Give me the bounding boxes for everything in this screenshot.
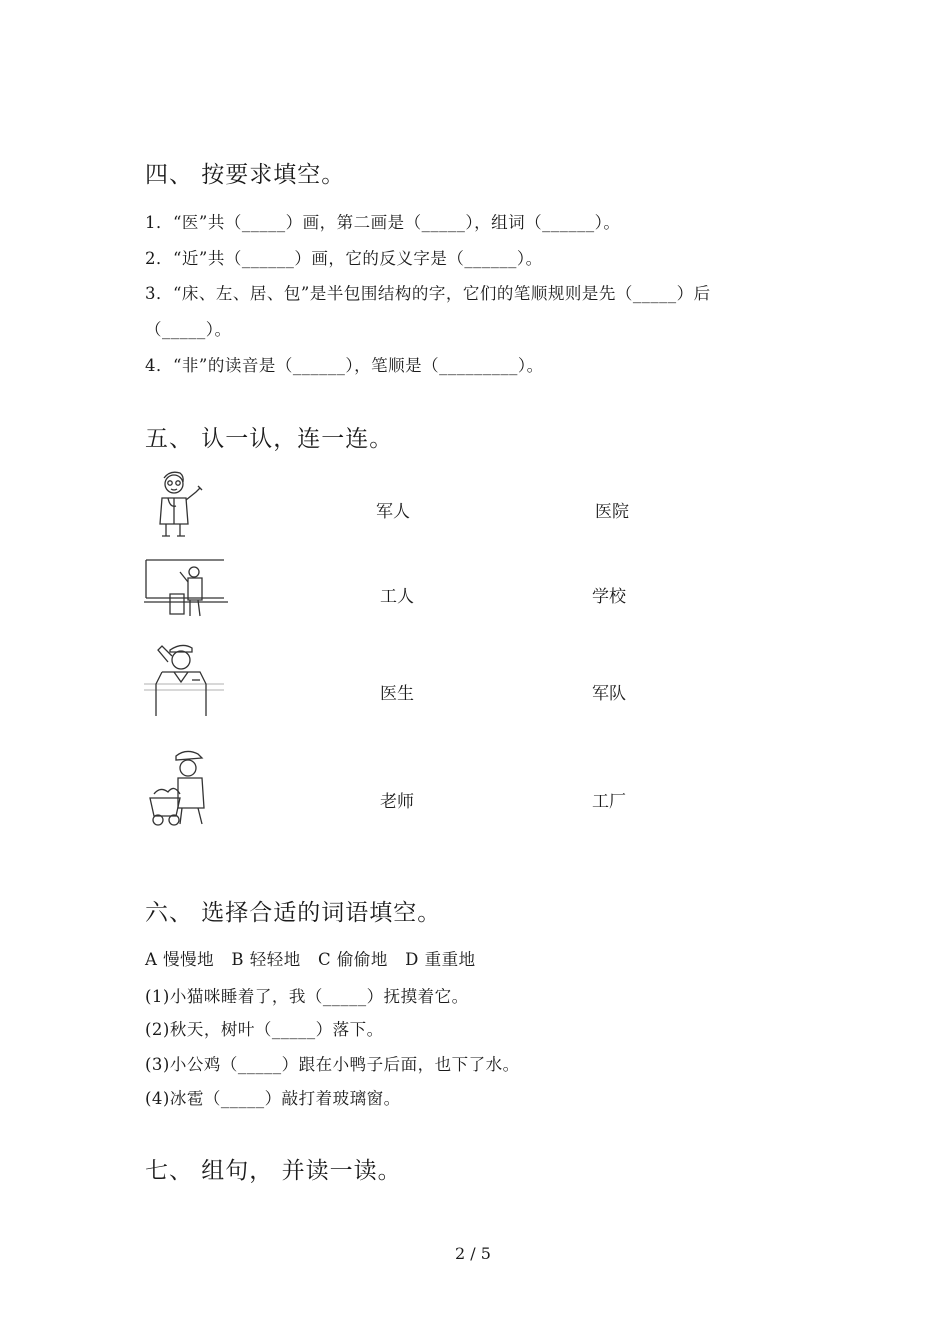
soldier-icon [144, 640, 226, 718]
col2-word-2: 学校 [592, 587, 626, 607]
page-number: 2 / 5 [455, 1244, 491, 1263]
section6-options: A 慢慢地 B 轻轻地 C 偷偷地 D 重重地 [145, 950, 476, 969]
section6-item-2: (2)秋天，树叶（_____）落下。 [145, 1020, 384, 1039]
col1-word-4: 老师 [380, 792, 414, 812]
teacher-icon [144, 558, 230, 620]
col2-word-1: 医院 [595, 502, 629, 522]
section4-item-3: 3．“床、左、居、包”是半包围结构的字，它们的笔顺规则是先（_____）后 [145, 284, 711, 303]
doctor-icon [148, 468, 210, 540]
section6-item-4: (4)冰雹（_____）敲打着玻璃窗。 [145, 1089, 401, 1108]
section6-item-3: (3)小公鸡（_____）跟在小鸭子后面，也下了水。 [145, 1055, 520, 1074]
section6-title: 六、 选择合适的词语填空。 [145, 900, 442, 926]
section5-title: 五、 认一认，连一连。 [145, 426, 394, 452]
worker-icon [146, 748, 218, 830]
section4-item-3-cont: （_____）。 [145, 320, 232, 339]
section4-title: 四、 按要求填空。 [145, 162, 346, 188]
section4-item-4: 4．“非”的读音是（______），笔顺是（_________）。 [145, 356, 544, 375]
col2-word-3: 军队 [592, 684, 626, 704]
col1-word-3: 医生 [380, 684, 414, 704]
section6-item-1: (1)小猫咪睡着了，我（_____）抚摸着它。 [145, 987, 469, 1006]
col1-word-2: 工人 [380, 587, 414, 607]
col2-word-4: 工厂 [592, 792, 626, 812]
col1-word-1: 军人 [376, 502, 410, 522]
section7-title: 七、 组句， 并读一读。 [145, 1158, 402, 1184]
section4-item-2: 2．“近”共（______）画，它的反义字是（______）。 [145, 249, 543, 268]
section4-item-1: 1．“医”共（_____）画，第二画是（_____），组词（______）。 [145, 213, 621, 232]
